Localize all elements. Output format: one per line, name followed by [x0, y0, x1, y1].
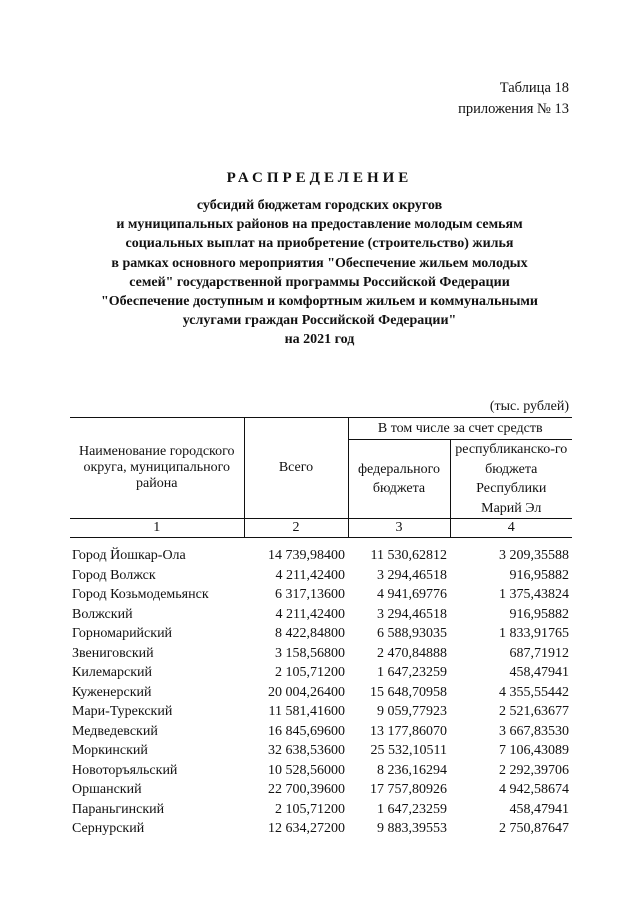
column-number: 1 [70, 519, 244, 538]
table-row [70, 722, 572, 742]
total-value: 14 739,98400 [268, 548, 345, 563]
total-value: 6 317,13600 [275, 587, 345, 602]
table-row [70, 566, 572, 586]
total-value: 2 105,71200 [275, 665, 345, 680]
total-value: 22 700,39600 [268, 782, 345, 797]
federal-value: 11 530,62812 [370, 548, 447, 563]
federal-value: 3 294,46518 [377, 567, 447, 583]
federal-value: 1 647,23259 [377, 665, 447, 680]
regional-value: 3 209,35588 [499, 548, 569, 563]
total-value: 10 528,56000 [268, 762, 345, 778]
total-value: 12 634,27200 [268, 821, 345, 836]
regional-value: 1 375,43824 [499, 587, 569, 602]
regional-value: 2 292,39706 [499, 762, 569, 778]
municipality-name: Мари-Турекский [72, 704, 173, 719]
federal-value: 6 588,93035 [377, 626, 447, 641]
federal-value: 13 177,86070 [370, 723, 447, 739]
regional-value: 7 106,43089 [499, 743, 569, 758]
total-value: 2 105,71200 [275, 801, 345, 817]
table-row [70, 702, 572, 722]
table-row [70, 624, 572, 644]
table-number: Таблица 18 [499, 80, 569, 96]
distribution-table [70, 417, 572, 839]
header-total: Всего [244, 418, 348, 519]
municipality-name: Параньгинский [72, 801, 165, 817]
municipality-name: Медведевский [72, 723, 158, 739]
municipality-name: Горномарийский [72, 626, 173, 641]
municipality-name: Звениговский [72, 645, 154, 661]
municipality-name: Килемарский [72, 665, 153, 680]
municipality-name: Город Волжск [72, 567, 156, 583]
subtitle-line: и муниципальных районов на предоставление молодым семьям [116, 217, 523, 233]
subtitle-line: "Обеспечение доступным и комфортным жильем и коммунальными [101, 294, 538, 310]
total-value: 8 422,84800 [275, 626, 345, 641]
subtitle-line: субсидий бюджетам городских округов [196, 198, 443, 213]
document-subtitle [70, 196, 569, 350]
total-value: 20 004,26400 [268, 684, 345, 700]
table-row [70, 663, 572, 683]
header-funding-group: В том числе за счет средств [348, 418, 572, 440]
appendix-number: приложения № 13 [458, 101, 569, 117]
regional-value: 2 750,87647 [499, 821, 569, 836]
federal-value: 17 757,80926 [370, 782, 447, 797]
municipality-name: Куженерский [72, 684, 152, 700]
municipality-name: Оршанский [72, 782, 142, 797]
table-row [70, 819, 572, 839]
federal-value: 8 236,16294 [377, 762, 447, 778]
total-value: 11 581,41600 [268, 704, 345, 719]
federal-value: 9 059,77923 [377, 704, 447, 719]
federal-value: 25 532,10511 [370, 743, 447, 758]
total-value: 4 211,42400 [275, 606, 345, 622]
regional-value: 916,95882 [509, 606, 569, 622]
subtitle-line: в рамках основного мероприятия "Обеспечение жильем молодых [111, 255, 528, 271]
municipality-name: Новоторъяльский [72, 762, 178, 778]
column-number: 4 [450, 519, 572, 538]
table-row [70, 741, 572, 761]
table-row [70, 585, 572, 605]
table-row [70, 780, 572, 800]
federal-value: 9 883,39553 [377, 821, 447, 836]
total-value: 32 638,53600 [268, 743, 345, 758]
municipality-name: Город Козьмодемьянск [72, 587, 209, 602]
table-row [70, 683, 572, 703]
subtitle-line: услугами граждан Российской Федерации" [182, 313, 457, 329]
table-row [70, 800, 572, 820]
federal-value: 15 648,70958 [370, 684, 447, 700]
regional-value: 687,71912 [509, 645, 569, 661]
document-title: РАСПРЕДЕЛЕНИЕ [226, 170, 413, 186]
regional-value: 458,47941 [509, 801, 569, 817]
federal-value: 1 647,23259 [377, 801, 447, 817]
regional-value: 2 521,63677 [499, 704, 569, 719]
column-number: 3 [348, 519, 450, 538]
municipality-name: Сернурский [72, 821, 145, 836]
unit-label: (тыс. рублей) [489, 399, 569, 414]
municipality-name: Город Йошкар-Ола [72, 548, 186, 563]
table-reference [458, 78, 569, 120]
header-federal: федерального бюджета [348, 440, 450, 519]
federal-value: 2 470,84888 [377, 645, 447, 661]
regional-value: 1 833,91765 [499, 626, 569, 641]
table-row [70, 605, 572, 625]
subtitle-line: семей" государственной программы Российской Федерации [129, 274, 510, 290]
federal-value: 4 941,69776 [377, 587, 447, 602]
table-row [70, 761, 572, 781]
municipality-name: Волжский [72, 606, 133, 622]
regional-value: 4 355,55442 [499, 684, 569, 700]
total-value: 3 158,56800 [275, 645, 345, 661]
header-name: Наименование городского округа, муниципального района [70, 418, 244, 519]
municipality-name: Моркинский [72, 743, 148, 758]
subtitle-line: на 2021 год [284, 332, 355, 348]
table-body [70, 538, 572, 839]
table-row [70, 538, 572, 566]
subtitle-line: социальных выплат на приобретение (строительство) жилья [125, 236, 514, 252]
total-value: 16 845,69600 [268, 723, 345, 739]
header-regional: республиканско-го бюджета Республики Марий Эл [450, 440, 572, 519]
federal-value: 3 294,46518 [377, 606, 447, 622]
table-row [70, 644, 572, 664]
regional-value: 458,47941 [509, 665, 569, 680]
total-value: 4 211,42400 [275, 567, 345, 583]
regional-value: 4 942,58674 [499, 782, 569, 797]
regional-value: 3 667,83530 [499, 723, 569, 739]
column-number: 2 [244, 519, 348, 538]
regional-value: 916,95882 [509, 567, 569, 583]
